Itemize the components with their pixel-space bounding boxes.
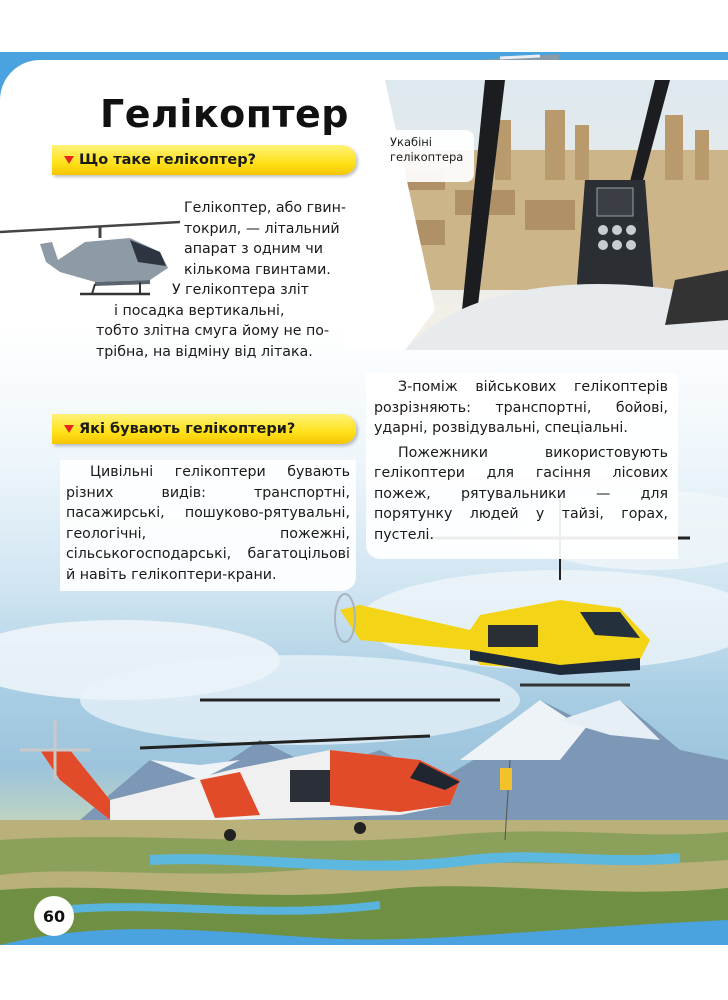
section-header-types [52, 414, 356, 444]
intro-line-1: Гелікоптер, або гвин- [184, 200, 346, 216]
intro-line-7: тобто злітна смуга йому не по- [96, 323, 330, 339]
section-header-what-text: Що таке гелікоптер? [79, 152, 256, 168]
triangle-marker-icon [64, 156, 74, 164]
intro-line-3: апарат з одним чи [184, 241, 323, 257]
civil-text: Цивільні гелікоптери бувають різних видів: транспортні, пасажирські, пошуково-рятувальні, геологічні, пожежні, сільськогосподарські, багатоцільові й навіть гелікоптери-крани. [66, 464, 350, 583]
intro-line-5: У гелікоптера зліт [172, 282, 309, 298]
military-helicopters-text [366, 373, 678, 559]
cockpit-photo [345, 80, 728, 350]
cockpit-label [384, 130, 474, 182]
intro-line-8: трібна, на відміну від літака. [96, 343, 313, 360]
cockpit-label-line1: Укабіні [390, 135, 433, 149]
military-paragraph-1: З-поміж військових гелікоптерів розрізняють: транспортні, бойові, ударні, розвідувальні, спеціальні. [374, 379, 668, 436]
section-header-types-text: Які бувають гелікоптери? [79, 421, 296, 437]
triangle-marker-icon [64, 425, 74, 433]
military-paragraph-2: Пожежники використовують гелікоптери для гасіння лісових пожеж, рятувальники — для порятунку людей у тайзі, горах, пустелі. [374, 444, 668, 543]
cockpit-label-line2: гелікоптера [390, 150, 464, 164]
intro-line-2: токрил, — літальний [184, 220, 340, 237]
section-header-what [52, 145, 356, 175]
civil-helicopters-paragraph [60, 460, 356, 591]
intro-paragraph [92, 198, 354, 362]
intro-line-4: кількома гвинтами. [184, 261, 331, 278]
page-number: 60 [34, 896, 74, 936]
page-title: Гелікоптер [100, 92, 349, 136]
intro-line-6: і посадка вертикальні, [114, 302, 285, 319]
